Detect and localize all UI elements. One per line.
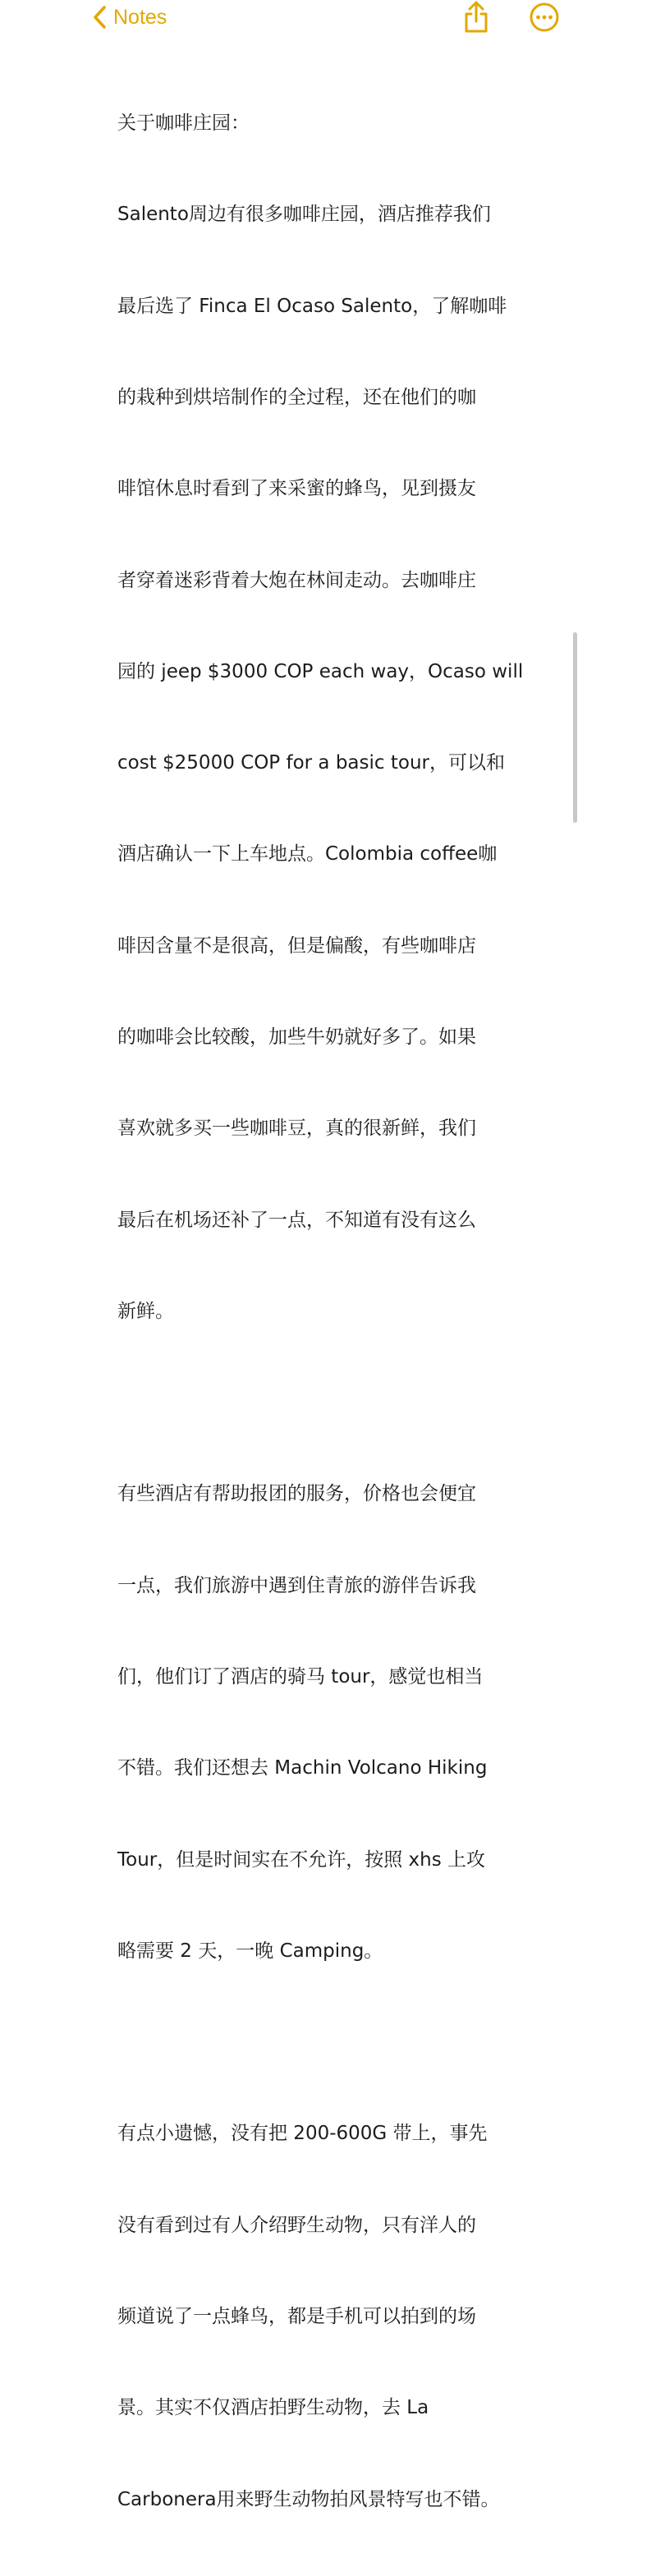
paragraph-spacer (117, 1388, 553, 1418)
note-line: Salento周边有很多咖啡庄园，酒店推荐我们 (117, 204, 491, 226)
note-line: Carbonera用来野生动物拍风景特写也不错。 (117, 2488, 500, 2510)
note-line: 最后选了 Finca El Ocaso Salento，了解咖啡 (117, 295, 507, 317)
note-line: 有点小遗憾，没有把 200-600G 带上，事先 (117, 2123, 488, 2145)
note-line: 没有看到过有人介绍野生动物，只有洋人的 (117, 2214, 476, 2236)
paragraph-coffee-farm (117, 48, 553, 1388)
note-line: 们，他们订了酒店的骑马 tour，感觉也相当 (117, 1665, 484, 1687)
note-line: 一点，我们旅游中遇到住青旅的游伴告诉我 (117, 1574, 476, 1596)
note-line: 关于咖啡庄园： (117, 112, 250, 135)
vertical-scrollbar[interactable] (573, 632, 577, 823)
navigation-bar (0, 0, 665, 38)
back-label: Notes (113, 6, 167, 29)
ellipsis-circle-icon (529, 21, 560, 36)
note-line: Tour，但是时间实在不允许，按照 xhs 上攻 (117, 1848, 486, 1871)
note-line: cost $25000 COP for a basic tour，可以和 (117, 752, 505, 774)
share-icon (460, 22, 493, 38)
note-line: 啡因含量不是很高，但是偏酸，有些咖啡店 (117, 934, 476, 957)
share-button[interactable] (460, 0, 493, 34)
note-line: 略需要 2 天，一晚 Camping。 (117, 1940, 383, 1962)
note-line: 园的 jeep $3000 COP each way，Ocaso will (117, 660, 524, 682)
back-button[interactable] (92, 2, 167, 33)
note-body[interactable] (117, 48, 553, 2576)
paragraph-spacer (117, 2027, 553, 2058)
more-button[interactable] (529, 2, 560, 33)
note-line: 频道说了一点蜂鸟，都是手机可以拍到的场 (117, 2305, 476, 2327)
note-line: 喜欢就多买一些咖啡豆，真的很新鲜，我们 (117, 1118, 476, 1140)
note-line: 新鲜。 (117, 1300, 174, 1322)
paragraph-wildlife (117, 2058, 553, 2576)
chevron-left-icon (92, 5, 107, 30)
note-line: 的栽种到烘培制作的全过程，还在他们的咖 (117, 387, 476, 409)
note-line: 酒店确认一下上车地点。Colombia coffee咖 (117, 843, 498, 866)
note-line: 者穿着迷彩背着大炮在林间走动。去咖啡庄 (117, 569, 476, 591)
note-line: 不错。我们还想去 Machin Volcano Hiking (117, 1757, 488, 1779)
note-line: 的咖啡会比较酸，加些牛奶就好多了。如果 (117, 1026, 476, 1048)
note-line: 有些酒店有帮助报团的服务，价格也会便宜 (117, 1483, 476, 1505)
note-line: 最后在机场还补了一点，不知道有没有这么 (117, 1209, 476, 1231)
note-line: 啡馆休息时看到了来采蜜的蜂鸟，见到摄友 (117, 478, 476, 500)
paragraph-tours (117, 1418, 553, 2027)
note-line: 景。其实不仅酒店拍野生动物，去 La (117, 2397, 429, 2419)
